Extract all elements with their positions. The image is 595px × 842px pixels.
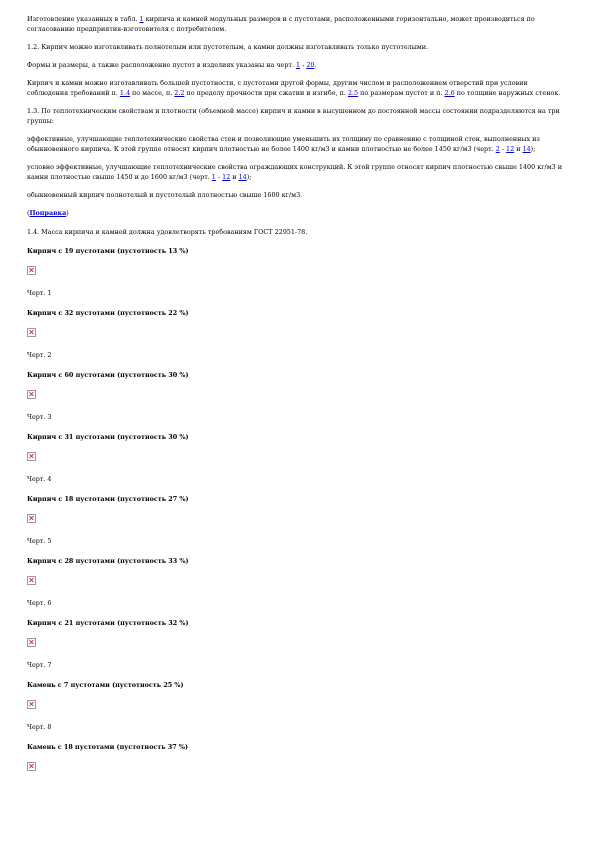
text: и [514,145,523,153]
text: - [300,61,307,69]
link-chert-12b[interactable]: 12 [222,173,231,181]
figure-title: Кирпич с 31 пустотами (пустотность 30 %) [27,433,189,441]
broken-image-icon[interactable] [27,514,36,523]
link-chert-14[interactable]: 14 [522,145,531,153]
figure-block [27,494,567,546]
link-clause-2-5[interactable]: 2.5 [347,89,359,97]
link-clause-2-2[interactable]: 2.2 [174,89,185,97]
broken-image-icon[interactable] [27,266,36,275]
link-chert-20[interactable]: 20 [306,61,315,69]
text: - [215,173,223,181]
broken-image-glyph: ✕ [28,699,35,709]
text: ); [530,145,536,153]
link-chert-12[interactable]: 12 [506,145,515,153]
text: ) [66,209,69,217]
figure-block [27,618,567,670]
broken-image-icon[interactable] [27,452,36,461]
paragraph-1-4: 1.4. Масса кирпича и камней должна удовлетворять требованиям ГОСТ 22951-78. [27,228,308,236]
link-chert-14b[interactable]: 14 [238,173,247,181]
link-clause-2-6[interactable]: 2.6 [444,89,455,97]
paragraph-conditional [27,162,567,182]
paragraph-ordinary: обыкновенный кирпич полнотелый и пустотелый плотностью свыше 1600 кг/м3. [27,191,303,199]
figure-caption: Черт. 4 [27,475,52,483]
figure-title: Кирпич с 32 пустотами (пустотность 22 %) [27,309,189,317]
figure-block [27,308,567,360]
document-body [27,14,567,784]
figure-block [27,370,567,422]
figure-block [27,742,567,771]
text: - [499,145,507,153]
paragraph-shapes [27,60,567,70]
broken-image-glyph: ✕ [28,575,35,585]
figure-caption: Черт. 3 [27,413,52,421]
figure-title: Кирпич с 21 пустотами (пустотность 32 %) [27,619,189,627]
broken-image-icon[interactable] [27,328,36,337]
paragraph-effective [27,134,567,154]
broken-image-glyph: ✕ [28,389,35,399]
figure-block [27,680,567,732]
text: эффективные, улучшающие теплотехнические свойства стен и позволяющие уменьшить их толщину по сравнению с толщиной стен, выполненных из обыкновенного кирпича. К этой группе относят кирпич плотностью не более 1400 кг/м3 и камни плотностью не более 1450 кг/м3 (черт. [27,135,540,153]
paragraph-voids [27,78,567,98]
text: условно эффективные, улучшающие теплотехнические свойства ограждающих конструкций. К этой группе относят кирпич плотностью свыше 1400 кг/м3 и камни плотностью свыше 1450 и до 1600 кг/м3 (черт. [27,163,563,181]
broken-image-icon[interactable] [27,700,36,709]
text: по толщине наружных стенок. [454,89,561,97]
text: по пределу прочности при сжатии и изгибе, п. [184,89,348,97]
figure-caption: Черт. 5 [27,537,52,545]
text: Изготовление указанных в табл. [27,15,140,23]
figure-title: Кирпич с 19 пустотами (пустотность 13 %) [27,247,189,255]
paragraph-1-1-note [27,14,567,34]
link-chert-1b[interactable]: 1 [211,173,216,181]
figure-caption: Черт. 8 [27,723,52,731]
amendment-note [27,208,567,218]
text: . [314,61,317,69]
figure-caption: Черт. 1 [27,289,52,297]
text: по размерам пустот и п. [358,89,445,97]
paragraph-1-2: 1.2. Кирпич можно изготавливать полнотелым или пустотелым, а камни должны изготавливать только пустотелыми. [27,43,429,51]
broken-image-glyph: ✕ [28,513,35,523]
figure-caption: Черт. 7 [27,661,52,669]
broken-image-glyph: ✕ [28,265,35,275]
paragraph-1-3: 1.3. По теплотехническим свойствам и плотности (объемной массе) кирпич и камни в высушенном до постоянной массы состоянии подразделяются на три группы: [27,107,560,125]
broken-image-icon[interactable] [27,390,36,399]
broken-image-glyph: ✕ [28,451,35,461]
text: ); [246,173,252,181]
amendment-link[interactable]: Поправка [29,209,67,217]
text: Формы и размеры, а также расположение пустот в изделиях указаны на черт. [27,61,297,69]
link-chert-1[interactable]: 1 [296,61,301,69]
figure-block [27,556,567,608]
link-clause-1-4[interactable]: 1.4 [119,89,131,97]
figure-list [27,246,567,771]
figure-title: Кирпич с 60 пустотами (пустотность 30 %) [27,371,189,379]
text: ( [27,209,30,217]
figure-title: Кирпич с 28 пустотами (пустотность 33 %) [27,557,189,565]
link-table-1[interactable]: 1 [139,15,144,23]
figure-title: Кирпич с 18 пустотами (пустотность 27 %) [27,495,189,503]
figure-title: Камень с 18 пустотами (пустотность 37 %) [27,743,188,751]
text: кирпича и камней модульных размеров и с пустотами, расположенными горизонтально, может производиться по согласованию предприятия-изготовителя с потребителем. [27,15,535,33]
text: и [230,173,239,181]
text: Кирпич и камни можно изготавливать большей пустотности, с пустотами другой формы, другим числом и расположением отверстий при условии соблюдения требований п. [27,79,528,97]
broken-image-icon[interactable] [27,576,36,585]
broken-image-glyph: ✕ [28,327,35,337]
broken-image-glyph: ✕ [28,637,35,647]
figure-title: Камень с 7 пустотами (пустотность 25 %) [27,681,184,689]
figure-block [27,432,567,484]
text: по массе, п. [130,89,175,97]
link-chert-2[interactable]: 2 [495,145,500,153]
figure-caption: Черт. 2 [27,351,52,359]
broken-image-glyph: ✕ [28,761,35,771]
figure-block [27,246,567,298]
broken-image-icon[interactable] [27,638,36,647]
broken-image-icon[interactable] [27,762,36,771]
figure-caption: Черт. 6 [27,599,52,607]
